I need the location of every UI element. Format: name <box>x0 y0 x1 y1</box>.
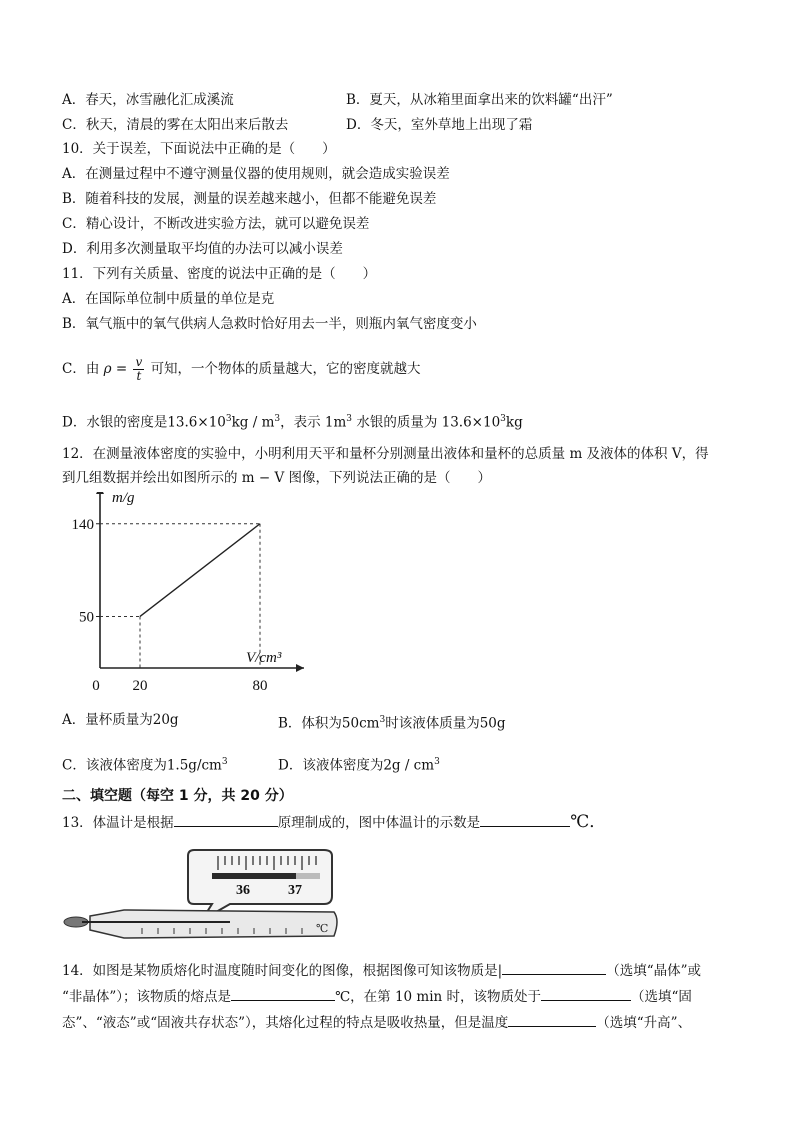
y-axis-arrow <box>96 492 104 494</box>
q12-stem-line2: 到几组数据并绘出如图所示的 m − V 图像，下列说法正确的是（ ） <box>62 470 492 486</box>
empty-capillary <box>296 873 320 879</box>
q14-line1: 14．如图是某物质熔化时温度随时间变化的图像，根据图像可知该物质是| （选填“晶体”或 <box>62 960 701 981</box>
q11-stem: 11．下列有关质量、密度的说法中正确的是（ ） <box>62 266 377 282</box>
m-v-chart <box>62 492 322 698</box>
q12-stem-line1: 12．在测量液体密度的实验中，小明利用天平和量杯分别测量出液体和量杯的总质量 m 及液体的体积 V，得 <box>62 446 709 462</box>
q14-blank-4[interactable] <box>508 1012 596 1027</box>
mercury-column <box>212 873 296 879</box>
y-tick-label-50: 50 <box>79 609 94 626</box>
q9-option-b: B．夏天，从冰箱里面拿出来的饮料罐“出汗” <box>346 92 613 108</box>
y-axis-label: m/g <box>112 492 135 506</box>
thermometer-unit-label: ℃ <box>316 923 329 935</box>
q13-blank-1[interactable] <box>174 812 278 827</box>
section-title-fill-in: 二、填空题（每空 1 分，共 20 分） <box>62 788 293 804</box>
q11-option-d: D．水银的密度是$13.6\times 10^3kg / m^3$，表示 $1m^3$ 水银的质量为 $13.6\times 10^3kg$ <box>62 414 523 431</box>
q11-option-c: C．由 ρ = $\frac{v}{t}$ 可知，一个物体的质量越大，它的密度就越大 <box>62 355 421 383</box>
q10-stem: 10．关于误差，下面说法中正确的是（ ） <box>62 141 336 157</box>
q9-option-d: D．冬天，室外草地上出现了霜 <box>346 117 533 133</box>
q11-option-b: B．氧气瓶中的氧气供病人急救时恰好用去一半，则瓶内氧气密度变小 <box>62 316 477 332</box>
q10-option-d: D．利用多次测量取平均值的办法可以减小误差 <box>62 241 343 257</box>
q14-blank-3[interactable] <box>541 986 631 1001</box>
y-tick-label-140: 140 <box>71 516 94 533</box>
q12-option-b: B．体积为$50cm^3$时该液体质量为50g <box>278 715 506 732</box>
data-line-m-v <box>140 524 260 617</box>
x-axis-arrow <box>296 664 304 672</box>
q10-option-c: C．精心设计，不断改进实验方法，就可以避免误差 <box>62 216 370 232</box>
thermometer-body <box>90 910 337 938</box>
q12-option-a: A．量杯质量为20g <box>62 712 179 728</box>
q14-line2: “非晶体”）；该物质的熔点是 ℃，在第 10 min 时，该物质处于 （选填“固 <box>62 986 692 1007</box>
q13-text: 13．体温计是根据 原理制成的，图中体温计的示数是 ℃． <box>62 812 607 832</box>
x-axis-label: V/cm³ <box>246 650 282 666</box>
scale-label-37: 37 <box>288 883 302 898</box>
x-tick-label-80: 80 <box>252 678 268 694</box>
rho-symbol: ρ = <box>103 361 128 377</box>
q14-blank-2[interactable] <box>231 986 335 1001</box>
q14-blank-1[interactable] <box>502 960 606 975</box>
clinical-thermometer-illustration <box>62 840 342 948</box>
q10-option-a: A．在测量过程中不遵守测量仪器的使用规则，就会造成实验误差 <box>62 166 450 182</box>
q9-option-c: C．秋天，清晨的雾在太阳出来后散去 <box>62 117 289 133</box>
q10-option-b: B．随着科技的发展，测量的误差越来越小，但都不能避免误差 <box>62 191 437 207</box>
q11-option-a: A．在国际单位制中质量的单位是克 <box>62 291 275 307</box>
q12-option-d: D．该液体密度为$2g / cm^3$ <box>278 757 440 774</box>
q13-blank-2[interactable] <box>480 812 570 827</box>
x-tick-label-0: 0 <box>92 678 100 694</box>
x-tick-label-20: 20 <box>132 678 148 694</box>
q9-option-a: A．春天，冰雪融化汇成溪流 <box>62 92 234 108</box>
fraction: $\frac{v}{t}$ <box>135 355 143 383</box>
q14-line3: 态”、“液态”或“固液共存状态”），其熔化过程的特点是吸收热量，但是温度 （选填“升高”、 <box>62 1012 691 1033</box>
q12-option-c: C．该液体密度为$1.5g/cm^3$ <box>62 757 228 774</box>
scale-label-36: 36 <box>236 883 250 898</box>
